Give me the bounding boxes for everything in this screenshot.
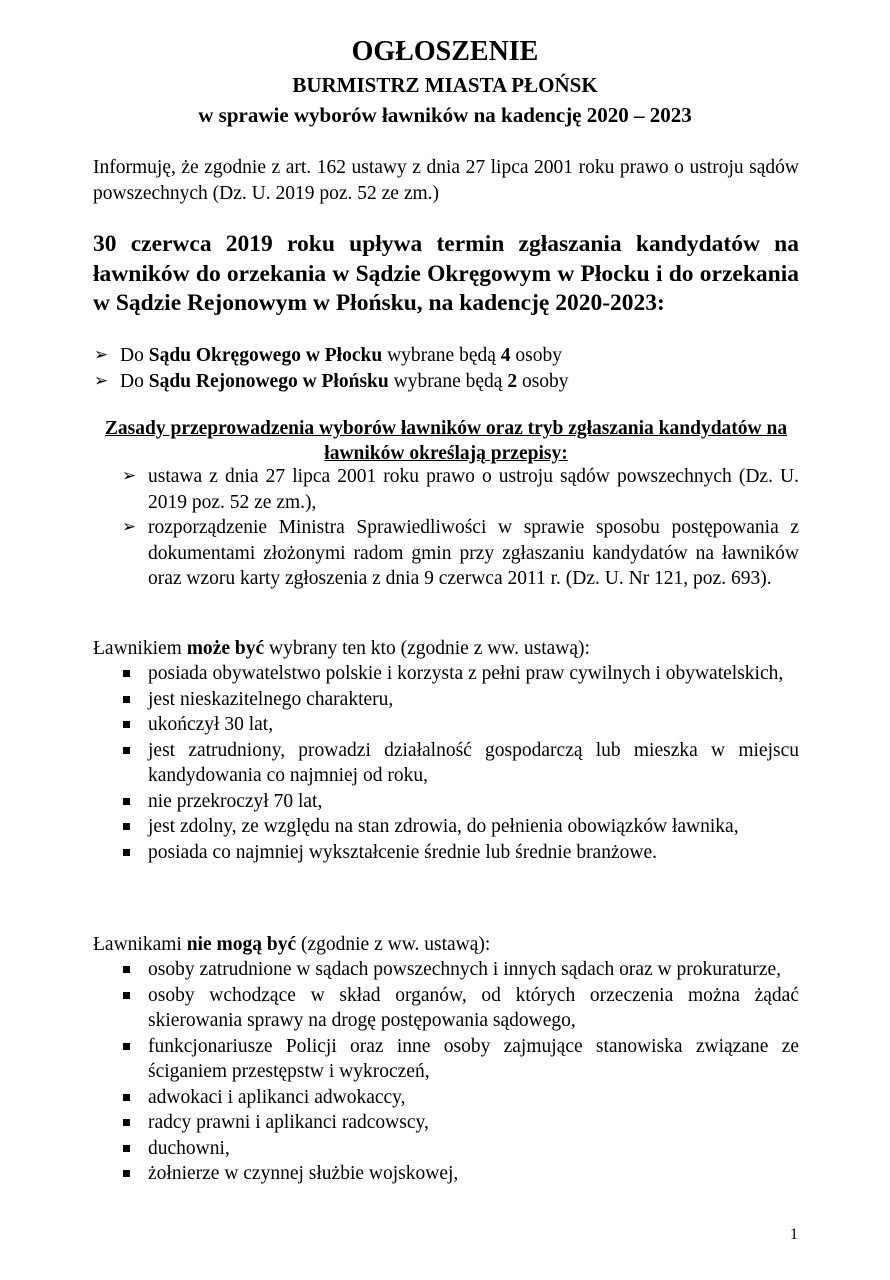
legal-acts-list — [122, 464, 799, 592]
list-item — [122, 1161, 799, 1187]
list-item — [122, 983, 799, 1034]
list-item — [122, 814, 799, 840]
lead-text: wybrany ten kto (zgodnie z ww. ustawą): — [264, 638, 590, 659]
list-item — [122, 1110, 799, 1136]
court-suffix: osoby — [517, 370, 569, 392]
court-prefix: Do — [120, 345, 149, 366]
item-text: żołnierze w czynnej służbie wojskowej, — [148, 1163, 459, 1184]
court-suffix: osoby — [510, 345, 562, 366]
square-bullet-icon — [123, 1145, 130, 1152]
list-item — [122, 840, 799, 866]
square-bullet-icon — [123, 1043, 130, 1050]
square-bullet-icon — [123, 849, 130, 856]
item-text: posiada obywatelstwo polskie i korzysta z pełni praw cywilnych i obywatelskich, — [148, 663, 784, 684]
list-item — [122, 687, 799, 713]
issuer-heading: BURMISTRZ MIASTA PŁOŃSK — [292, 73, 598, 97]
list-item — [122, 1034, 799, 1085]
arrow-bullet-icon: ➢ — [122, 517, 137, 537]
court-middle: wybrane będą — [382, 345, 501, 366]
square-bullet-icon — [123, 992, 130, 999]
act-text: rozporządzenie Ministra Sprawiedliwości w sprawie sposobu postępowania z dokumentami złożonymi radom gmin przy zgłaszaniu kandydatów na ławników oraz wzoru karty zgłoszenia z dnia 9 czerwca 2011 r. (Dz. U. Nr 121, poz. 693). — [148, 517, 799, 589]
list-item — [122, 1085, 799, 1111]
arrow-bullet-icon: ➢ — [122, 466, 137, 486]
item-text: ukończył 30 lat, — [148, 714, 274, 735]
courts-list — [93, 343, 799, 394]
list-item — [93, 343, 799, 369]
arrow-bullet-icon: ➢ — [94, 370, 109, 391]
document-title: OGŁOSZENIE — [351, 36, 539, 67]
item-text: osoby wchodzące w skład organów, od których orzeczenia można żądać skierowania sprawy na drogę postępowania sądowego, — [148, 984, 799, 1031]
square-bullet-icon — [123, 1170, 130, 1177]
item-text: duchowni, — [148, 1137, 230, 1159]
intro-paragraph — [93, 155, 799, 206]
list-item — [122, 515, 799, 592]
eligibility-list — [122, 661, 799, 865]
square-bullet-icon — [123, 798, 130, 805]
square-bullet-icon — [123, 747, 130, 754]
arrow-bullet-icon: ➢ — [94, 345, 109, 365]
list-item — [122, 464, 799, 515]
eligibility-lead — [93, 636, 799, 662]
deadline-paragraph: 30 czerwca 2019 roku upływa termin zgłaszania kandydatów na ławników do orzekania w Sądzie Okręgowym w Płocku i do orzekania w Sądzie Rejonowym w Płońsku, na kadencję 2020-2023: — [93, 231, 799, 316]
court-middle: wybrane będą — [388, 370, 508, 392]
list-item — [122, 738, 799, 789]
list-item — [122, 661, 799, 687]
court-prefix: Do — [120, 370, 149, 392]
item-text: jest zdolny, ze względu na stan zdrowia, do pełnienia obowiązków ławnika, — [148, 816, 739, 837]
lead-text: Ławnikiem — [93, 638, 187, 659]
court-name: Sądu Rejonowego w Płońsku — [148, 370, 389, 392]
square-bullet-icon — [123, 696, 130, 703]
item-text: jest nieskazitelnego charakteru, — [148, 688, 394, 710]
item-text: radcy prawni i aplikanci radcowscy, — [148, 1112, 429, 1133]
lead-emphasis: może być — [186, 638, 265, 659]
list-item — [93, 369, 799, 395]
square-bullet-icon — [123, 966, 130, 973]
intro-text: Informuję, że zgodnie z art. 162 ustawy z dnia 27 lipca 2001 roku prawo o ustroju sądów powszechnych (Dz. U. 2019 poz. 52 ze zm.) — [93, 157, 799, 204]
item-text: posiada co najmniej wykształcenie średnie lub średnie branżowe. — [148, 841, 657, 863]
list-item — [122, 712, 799, 738]
item-text: nie przekroczył 70 lat, — [148, 790, 323, 812]
list-item — [122, 957, 799, 983]
act-text: ustawa z dnia 27 lipca 2001 roku prawo o ustroju sądów powszechnych (Dz. U. 2019 poz. 52 ze zm.), — [148, 466, 799, 513]
square-bullet-icon — [123, 1094, 130, 1101]
lead-emphasis: nie mogą być — [186, 934, 297, 955]
exclusions-lead — [93, 932, 799, 958]
lead-text: (zgodnie z ww. ustawą): — [296, 934, 491, 955]
list-item — [122, 789, 799, 815]
list-item — [122, 1136, 799, 1162]
subject-heading: w sprawie wyborów ławników na kadencję 2020 – 2023 — [198, 103, 692, 127]
court-count: 4 — [500, 345, 511, 366]
square-bullet-icon — [123, 721, 130, 728]
square-bullet-icon — [123, 823, 130, 830]
item-text: jest zatrudniony, prowadzi działalność gospodarczą lub mieszka w miejscu kandydowania co najmniej od roku, — [148, 739, 799, 786]
exclusions-list — [122, 957, 799, 1187]
court-count: 2 — [507, 370, 518, 392]
court-name: Sądu Okręgowego w Płocku — [148, 345, 383, 366]
lead-text: Ławnikami — [93, 934, 187, 955]
square-bullet-icon — [123, 670, 130, 677]
square-bullet-icon — [123, 1119, 130, 1126]
item-text: funkcjonariusze Policji oraz inne osoby zajmujące stanowiska związane ze ściganiem przestępstw i wykroczeń, — [148, 1035, 799, 1082]
page-number: 1 — [790, 1226, 798, 1243]
item-text: adwokaci i aplikanci adwokaccy, — [148, 1086, 406, 1108]
rules-heading: Zasady przeprowadzenia wyborów ławników oraz tryb zgłaszania kandydatów na ławników określają przepisy: — [104, 418, 788, 464]
item-text: osoby zatrudnione w sądach powszechnych i innych sądach oraz w prokuraturze, — [148, 959, 781, 980]
